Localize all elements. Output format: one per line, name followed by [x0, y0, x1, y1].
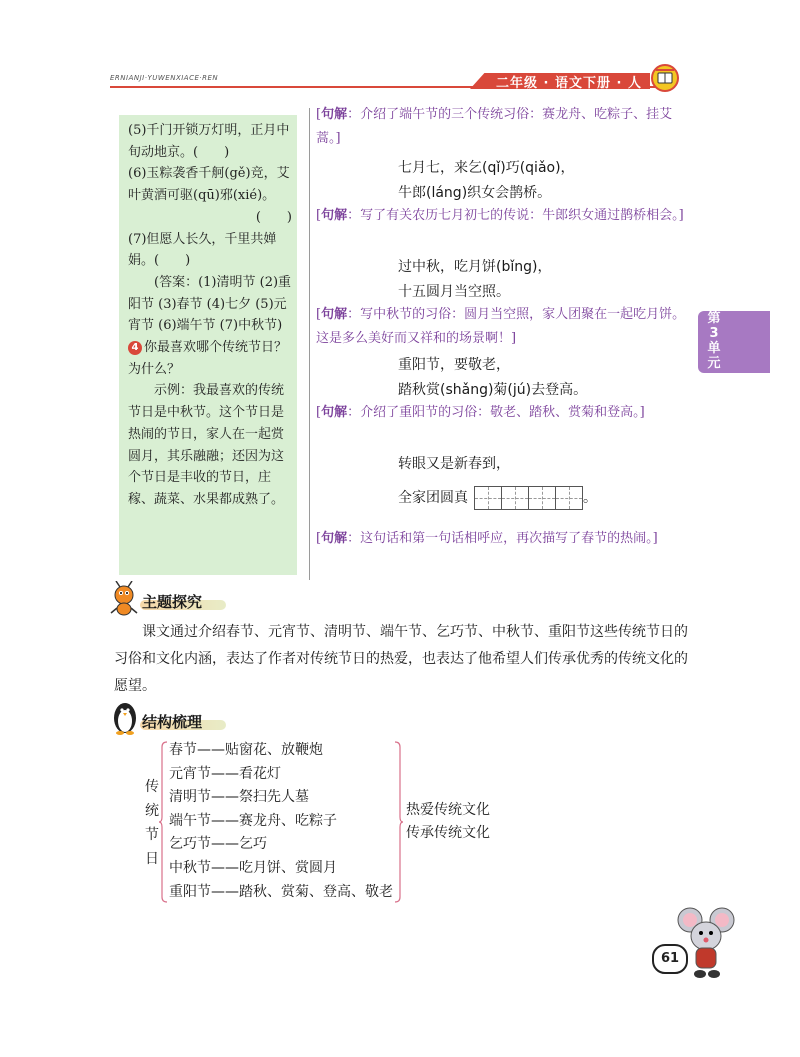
note-5: [句解：这句话和第一句话相呼应，再次描写了春节的热闹。] [316, 531, 658, 546]
header-pinyin: ERNIANJI·YUWENXIACE·REN [110, 74, 219, 82]
poem-line-1: 七月七，来乞(qǐ)巧(qiǎo)， [398, 160, 575, 176]
note-3: [句解：写中秋节的习俗：圆月当空照，家人团聚在一起吃月饼。这是多么美好而又祥和的场景啊！] [316, 307, 686, 346]
structure-root: 传 统 节 日 [145, 779, 159, 867]
structure-result: 传承传统文化 [406, 825, 490, 841]
structure-items [169, 739, 393, 904]
poem-line-5: 重阳节，要敬老， [398, 357, 510, 373]
page-number: 61 [652, 944, 688, 974]
structure-item: 重阳节——踏秋、赏菊、登高、敬老 [169, 883, 393, 900]
poem-line-7: 转眼又是新春到， [398, 456, 510, 472]
note-tag: 句解 [321, 107, 348, 122]
note-tag: 句解 [321, 208, 348, 223]
poem-line-6: 踏秋赏(shǎng)菊(jú)去登高。 [398, 382, 588, 398]
poem-line-8: 全家团圆真 。 [398, 486, 597, 510]
question-5: (5)千门开锁万灯明，正月中旬动地京。( ) [128, 123, 290, 160]
writing-box[interactable] [528, 486, 556, 510]
writing-box[interactable] [555, 486, 583, 510]
note-2: [句解：写了有关农历七月初七的传说：牛郎织女通过鹊桥相会。] [316, 208, 684, 223]
note-1: [句解：介绍了端午节的三个传统习俗：赛龙舟、吃粽子、挂艾蒿。] [316, 107, 673, 146]
answer-key: (答案：(1)清明节 (2)重阳节 (3)春节 (4)七夕 (5)元宵节 (6)端午节 (7)中秋节) [128, 274, 292, 334]
column-divider [309, 108, 310, 580]
structure-item: 春节——贴窗花、放鞭炮 [169, 742, 323, 758]
question-number-badge: 4 [128, 341, 142, 355]
structure-results [406, 799, 490, 845]
poem-line-3: 过中秋，吃月饼(bǐng)， [398, 259, 552, 275]
header-title: 二年级 · 语文下册 · 人 [496, 76, 642, 91]
note-tag: 句解 [321, 531, 348, 546]
book-badge-icon [650, 64, 680, 92]
note-tag: 句解 [321, 307, 348, 322]
structure-item: 端午节——赛龙舟、吃粽子 [169, 812, 337, 829]
left-brace-icon [158, 741, 168, 907]
unit-tab-label: 第 3 单 元 [707, 311, 721, 371]
structure-item: 乞巧节——乞巧 [169, 836, 267, 853]
poem-line-4: 十五圆月当空照。 [398, 284, 510, 300]
penguin-mascot-icon [108, 698, 142, 740]
structure-item: 元宵节——看花灯 [169, 765, 281, 782]
ant-mascot-icon [108, 581, 142, 621]
question-6-blank: ( ) [255, 209, 292, 225]
theme-title: 主题探究 [142, 593, 203, 611]
answer-content [128, 120, 292, 511]
structure-item: 中秋节——吃月饼、赏圆月 [169, 859, 337, 876]
right-brace-icon [394, 741, 404, 907]
question-4: 你最喜欢哪个传统节日？为什么？ [128, 340, 288, 377]
theme-paragraph: 课文通过介绍春节、元宵节、清明节、端午节、乞巧节、中秋节、重阳节这些传统节日的习俗和文化内涵，表达了作者对传统节日的热爱，也表达了他希望人们传承优秀的传统文化的愿望。 [114, 624, 688, 694]
sample-answer: 示例：我最喜欢的传统节日是中秋节。这个节日是热闹的节日，家人在一起赏圆月，其乐融融；还因为这个节日是丰收的节日，庄稼、蔬菜、水果都成熟了。 [128, 383, 285, 507]
mouse-mascot-icon [676, 906, 738, 986]
poem-line-2: 牛郎(láng)织女会鹊桥。 [398, 185, 552, 201]
structure-title: 结构梳理 [142, 713, 203, 731]
writing-box[interactable] [501, 486, 529, 510]
question-6: (6)玉粽袭香千舸(gě)竞，艾叶黄酒可驱(qū)邪(xié)。 [128, 166, 290, 204]
structure-item: 清明节——祭扫先人墓 [169, 789, 309, 806]
note-tag: 句解 [321, 405, 348, 420]
structure-result: 热爱传统文化 [406, 802, 490, 818]
question-7: (7)但愿人长久，千里共婵娟。( ) [128, 231, 277, 269]
note-4: [句解：介绍了重阳节的习俗：敬老、踏秋、赏菊和登高。] [316, 405, 645, 420]
writing-box[interactable] [474, 486, 502, 510]
